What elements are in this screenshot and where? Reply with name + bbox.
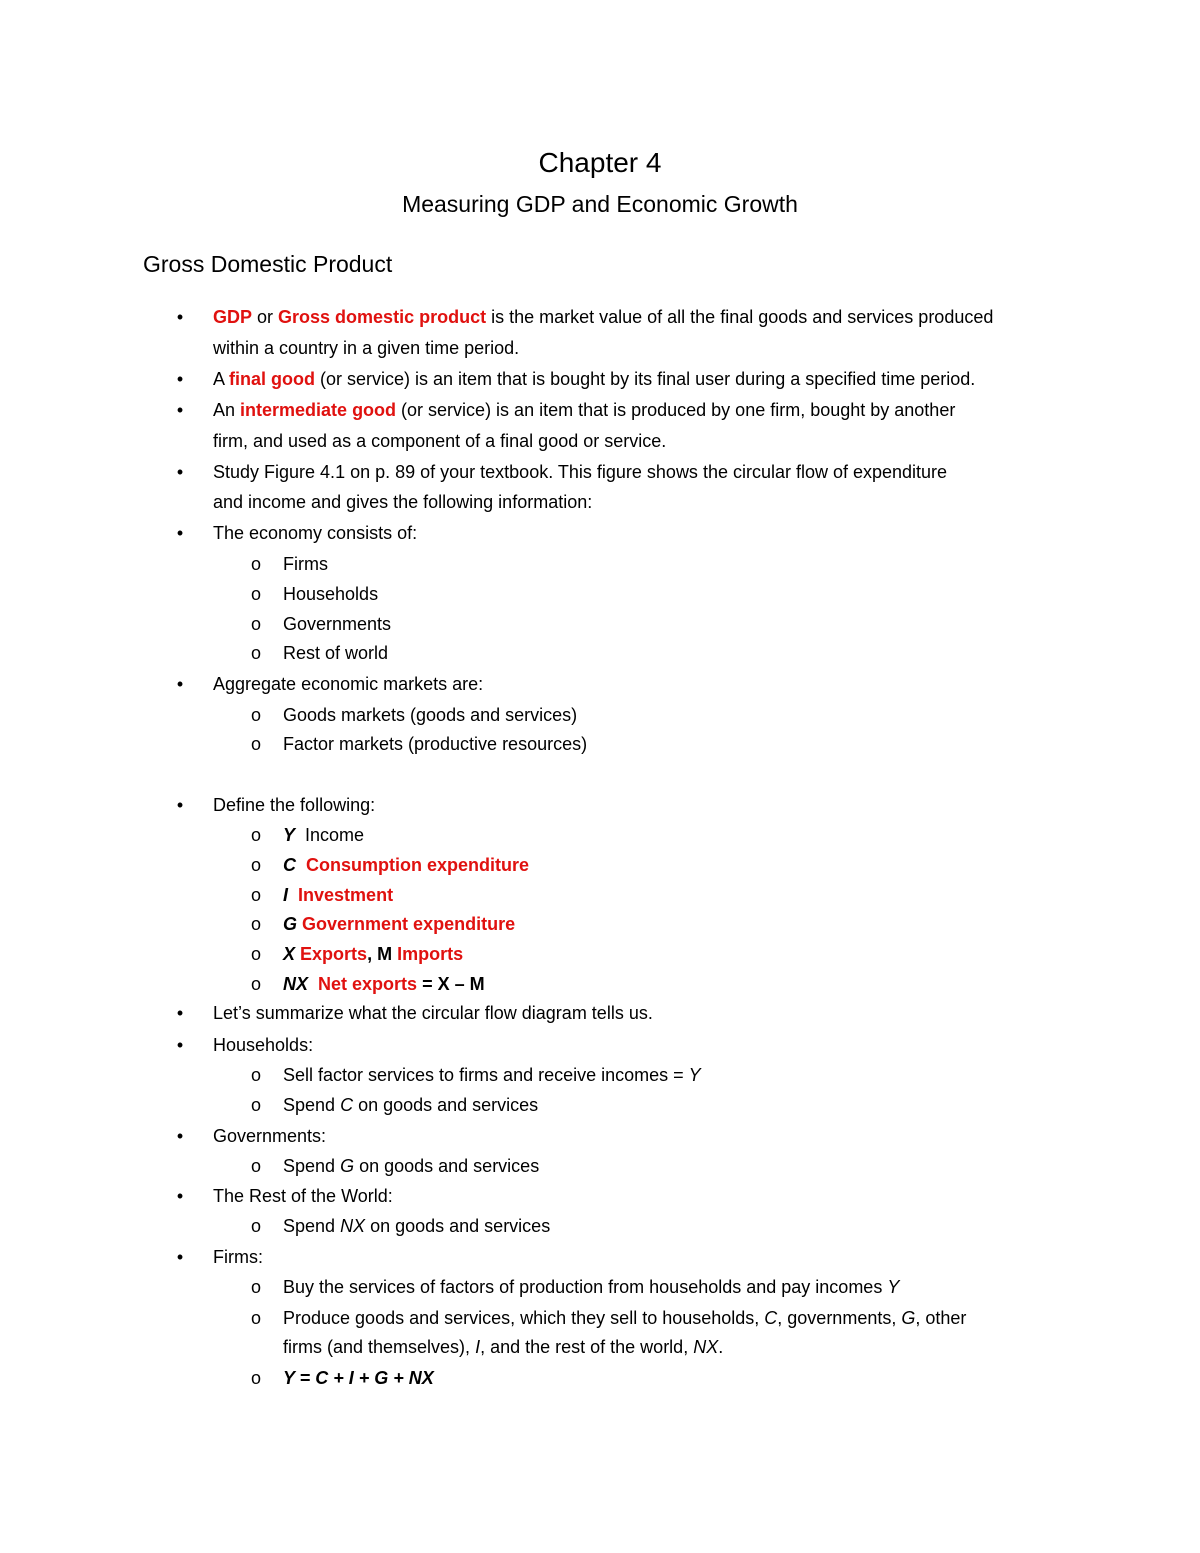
text-run: (or service) is an item that is bought by its final user during a specified time period. (315, 369, 976, 389)
sub-bullet-marker: o (250, 1216, 261, 1236)
bullet-marker: • (176, 1126, 184, 1146)
text-run: . (718, 1337, 724, 1357)
bullet-marker: • (176, 674, 184, 694)
sub-item-text: Households (283, 584, 379, 604)
text-run: A (213, 369, 230, 389)
bullet-marker: • (176, 369, 184, 389)
chapter-subtitle: Measuring GDP and Economic Growth (402, 191, 798, 217)
sub-bullet-marker: o (250, 643, 261, 663)
gdp-formula: Y = C + I + G + NX (283, 1368, 434, 1388)
bullet-text (213, 305, 993, 329)
sub-bullet-marker: o (250, 584, 261, 604)
text-run: Spend (283, 1095, 341, 1115)
bullet-text: Study Figure 4.1 on p. 89 of your textbook. This figure shows the circular flow of expenditure (213, 462, 948, 482)
definition-label: Net exports (318, 974, 418, 994)
symbol: M (377, 944, 393, 964)
formula: = X – M (417, 974, 485, 994)
bullet-text: Define the following: (213, 795, 376, 815)
sub-bullet-marker: o (250, 974, 261, 994)
sub-item-text: Governments (283, 614, 392, 634)
continuation-text: firm, and used as a component of a final good or service. (213, 431, 667, 451)
text-run: Sell factor services to firms and receive incomes = (283, 1065, 689, 1085)
sub-item-text (283, 823, 364, 847)
sub-bullet-marker: o (250, 944, 261, 964)
sub-item-text (283, 1154, 539, 1178)
term-final-good: final good (229, 369, 315, 389)
bullet-text: Let’s summarize what the circular flow diagram tells us. (213, 1003, 653, 1023)
sub-bullet-marker: o (250, 885, 261, 905)
sub-bullet-marker: o (250, 1308, 261, 1328)
term-intermediate-good: intermediate good (240, 400, 397, 420)
separator: , (367, 944, 378, 964)
sub-item-text (283, 942, 463, 966)
symbol: Y (887, 1277, 900, 1297)
sub-item-text (283, 1306, 966, 1330)
symbol: G (340, 1156, 355, 1176)
definition-label: Income (305, 825, 365, 845)
sub-bullet-marker: o (250, 1156, 261, 1176)
bullet-marker: • (176, 462, 184, 482)
bullet-text: Aggregate economic markets are: (213, 674, 484, 694)
sub-item-text: Firms (283, 554, 328, 574)
bullet-text: The economy consists of: (213, 523, 418, 543)
text-run: Buy the services of factors of production from households and pay incomes (283, 1277, 888, 1297)
symbol: C (283, 855, 296, 875)
sub-bullet-marker: o (250, 1277, 261, 1297)
sub-bullet-marker: o (250, 855, 261, 875)
text-run: , and the rest of the world, (480, 1337, 694, 1357)
sub-bullet-marker: o (250, 914, 261, 934)
sub-bullet-marker: o (250, 734, 261, 754)
text-run: on goods and services (353, 1095, 539, 1115)
symbol: I (283, 885, 289, 905)
definition-label: Consumption expenditure (306, 855, 530, 875)
definition-label: Government expenditure (302, 914, 516, 934)
bullet-text: Firms: (213, 1247, 263, 1267)
symbol: NX (693, 1337, 719, 1357)
sub-item-text (283, 1063, 701, 1087)
symbol: C (764, 1308, 778, 1328)
symbol: G (283, 914, 298, 934)
text-run: An (213, 400, 241, 420)
bullet-text (213, 367, 975, 391)
text-run: is the market value of all the final goods and services produced (486, 307, 994, 327)
text-run: Produce goods and services, which they sell to households, (283, 1308, 765, 1328)
bullet-marker: • (176, 1247, 184, 1267)
sub-bullet-marker: o (250, 554, 261, 574)
bullet-text (213, 398, 955, 422)
bullet-text: The Rest of the World: (213, 1186, 393, 1206)
bullet-marker: • (176, 1186, 184, 1206)
continuation-text (283, 1335, 723, 1359)
sub-bullet-marker: o (250, 1095, 261, 1115)
sub-item-text: Factor markets (productive resources) (283, 734, 588, 754)
sub-item-text: Rest of world (283, 643, 389, 663)
definition-label: Imports (397, 944, 464, 964)
sub-item-text (283, 912, 515, 936)
sub-item-text (283, 1093, 538, 1117)
definition-label: Exports (300, 944, 368, 964)
bullet-marker: • (176, 307, 184, 327)
term-gdp: GDP (213, 307, 253, 327)
sub-item-text (283, 1275, 899, 1299)
symbol: G (901, 1308, 916, 1328)
text-run: or (252, 307, 279, 327)
chapter-title: Chapter 4 (538, 147, 662, 178)
bullet-text: Governments: (213, 1126, 327, 1146)
sub-bullet-marker: o (250, 705, 261, 725)
bullet-marker: • (176, 1003, 184, 1023)
text-run: , governments, (777, 1308, 902, 1328)
text-run: firms (and themselves), (283, 1337, 476, 1357)
bullet-marker: • (176, 523, 184, 543)
sub-item-text (283, 853, 529, 877)
bullet-marker: • (176, 1035, 184, 1055)
symbol: X (283, 944, 296, 964)
sub-item-text (283, 1214, 550, 1238)
symbol: NX (340, 1216, 366, 1236)
text-run: on goods and services (365, 1216, 551, 1236)
sub-bullet-marker: o (250, 1065, 261, 1085)
text-run: (or service) is an item that is produced by one firm, bought by another (396, 400, 956, 420)
sub-bullet-marker: o (250, 614, 261, 634)
term-gross-domestic-product: Gross domestic product (278, 307, 487, 327)
sub-bullet-marker: o (250, 825, 261, 845)
symbol: I (475, 1337, 481, 1357)
sub-item-text (283, 883, 393, 907)
definition-label: Investment (298, 885, 394, 905)
text-run: , other (915, 1308, 967, 1328)
bullet-text: Households: (213, 1035, 314, 1055)
text-run: Spend (283, 1156, 341, 1176)
continuation-text: and income and gives the following information: (213, 492, 593, 512)
sub-bullet-marker: o (250, 1368, 261, 1388)
symbol: NX (283, 974, 309, 994)
symbol: Y (688, 1065, 701, 1085)
text-run: Spend (283, 1216, 341, 1236)
bullet-marker: • (176, 795, 184, 815)
text-run: on goods and services (354, 1156, 540, 1176)
symbol: C (340, 1095, 354, 1115)
section-heading: Gross Domestic Product (143, 251, 393, 277)
symbol: Y (283, 825, 296, 845)
bullet-marker: • (176, 400, 184, 420)
continuation-text: within a country in a given time period. (213, 338, 520, 358)
sub-item-text (283, 972, 485, 996)
sub-item-text: Goods markets (goods and services) (283, 705, 578, 725)
